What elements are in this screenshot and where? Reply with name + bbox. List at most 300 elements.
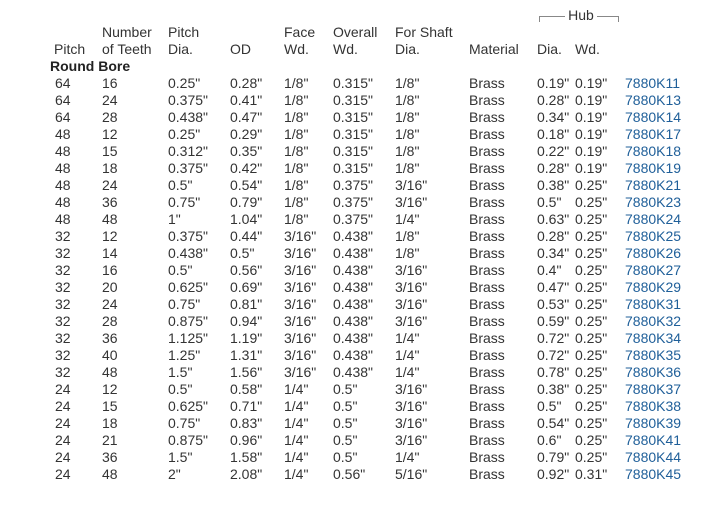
od-cell: 0.81" (230, 296, 263, 312)
overall-width-cell: 0.315" (333, 126, 374, 142)
od-cell: 0.58" (230, 381, 263, 397)
teeth-cell: 28 (102, 313, 118, 329)
header-face-line1: Face (284, 24, 316, 40)
hub-dia-cell: 0.22" (537, 143, 570, 159)
teeth-cell: 48 (102, 466, 118, 482)
part-number-link[interactable]: 7880K32 (625, 313, 682, 329)
hub-wd-cell: 0.19" (575, 126, 608, 142)
part-number-link[interactable]: 7880K45 (625, 466, 682, 482)
teeth-cell: 12 (102, 228, 118, 244)
shaft-dia-cell: 3/16" (395, 177, 428, 193)
shaft-dia-cell: 3/16" (395, 415, 428, 431)
teeth-cell: 16 (102, 75, 118, 91)
part-number-link[interactable]: 7880K34 (625, 330, 682, 346)
hub-wd-cell: 0.19" (575, 109, 608, 125)
hub-dia-cell: 0.18" (537, 126, 570, 142)
teeth-cell: 28 (102, 109, 118, 125)
overall-width-cell: 0.5" (333, 381, 358, 397)
face-width-cell: 1/4" (284, 432, 309, 448)
shaft-dia-cell: 1/8" (395, 92, 420, 108)
od-cell: 1.04" (230, 211, 263, 227)
pitch-dia-cell: 0.312" (168, 143, 209, 159)
material-cell: Brass (469, 330, 505, 346)
teeth-cell: 14 (102, 245, 118, 261)
od-cell: 0.47" (230, 109, 263, 125)
od-cell: 0.35" (230, 143, 263, 159)
part-number-link[interactable]: 7880K38 (625, 398, 682, 414)
shaft-dia-cell: 3/16" (395, 398, 428, 414)
od-cell: 0.69" (230, 279, 263, 295)
shaft-dia-cell: 3/16" (395, 313, 428, 329)
part-number-link[interactable]: 7880K24 (625, 211, 682, 227)
face-width-cell: 1/8" (284, 194, 309, 210)
pitch-dia-cell: 0.75" (168, 415, 201, 431)
material-cell: Brass (469, 194, 505, 210)
pitch-cell: 48 (55, 160, 71, 176)
hub-dia-cell: 0.28" (537, 228, 570, 244)
face-width-cell: 3/16" (284, 228, 317, 244)
shaft-dia-cell: 3/16" (395, 296, 428, 312)
hub-wd-cell: 0.19" (575, 92, 608, 108)
pitch-dia-cell: 0.375" (168, 92, 209, 108)
table-row (50, 160, 716, 177)
face-width-cell: 1/4" (284, 415, 309, 431)
od-cell: 0.96" (230, 432, 263, 448)
od-cell: 2.08" (230, 466, 263, 482)
hub-wd-cell: 0.19" (575, 160, 608, 176)
face-width-cell: 3/16" (284, 262, 317, 278)
part-number-link[interactable]: 7880K29 (625, 279, 682, 295)
hub-wd-cell: 0.25" (575, 381, 608, 397)
part-number-link[interactable]: 7880K26 (625, 245, 682, 261)
pitch-cell: 32 (55, 279, 71, 295)
pitch-dia-cell: 0.625" (168, 398, 209, 414)
hub-dia-cell: 0.79" (537, 449, 570, 465)
part-number-link[interactable]: 7880K18 (625, 143, 682, 159)
od-cell: 0.54" (230, 177, 263, 193)
pitch-dia-cell: 0.375" (168, 160, 209, 176)
table-row (50, 279, 716, 296)
table-row (50, 398, 716, 415)
overall-width-cell: 0.375" (333, 177, 374, 193)
table-body (50, 58, 716, 483)
pitch-cell: 24 (55, 432, 71, 448)
material-cell: Brass (469, 177, 505, 193)
teeth-cell: 18 (102, 415, 118, 431)
hub-wd-cell: 0.25" (575, 364, 608, 380)
header-teeth-line1: Number (102, 24, 152, 40)
header-material: Material (469, 41, 519, 57)
table-row (50, 245, 716, 262)
pitch-dia-cell: 0.25" (168, 75, 201, 91)
pitch-dia-cell: 1.125" (168, 330, 209, 346)
pitch-dia-cell: 0.875" (168, 313, 209, 329)
hub-wd-cell: 0.25" (575, 211, 608, 227)
hub-dia-cell: 0.72" (537, 347, 570, 363)
header-overall-line1: Overall (333, 24, 378, 40)
part-number-link[interactable]: 7880K41 (625, 432, 682, 448)
hub-dia-cell: 0.4" (537, 262, 562, 278)
material-cell: Brass (469, 381, 505, 397)
part-number-link[interactable]: 7880K21 (625, 177, 682, 193)
shaft-dia-cell: 3/16" (395, 262, 428, 278)
table-row (50, 347, 716, 364)
table-row (50, 126, 716, 143)
hub-dia-cell: 0.19" (537, 75, 570, 91)
pitch-dia-cell: 1.5" (168, 449, 193, 465)
od-cell: 1.58" (230, 449, 263, 465)
hub-dia-cell: 0.5" (537, 194, 562, 210)
header-shaft-line1: For Shaft (395, 24, 453, 40)
face-width-cell: 1/4" (284, 466, 309, 482)
face-width-cell: 3/16" (284, 330, 317, 346)
hub-wd-cell: 0.25" (575, 262, 608, 278)
header-teeth-line2: of Teeth (102, 41, 152, 57)
pitch-cell: 24 (55, 398, 71, 414)
teeth-cell: 40 (102, 347, 118, 363)
hub-dia-cell: 0.78" (537, 364, 570, 380)
table-header (50, 4, 716, 58)
hub-dia-cell: 0.6" (537, 432, 562, 448)
pitch-cell: 24 (55, 466, 71, 482)
header-face-line2: Wd. (284, 41, 309, 57)
od-cell: 1.56" (230, 364, 263, 380)
hub-dia-cell: 0.28" (537, 92, 570, 108)
hub-dia-cell: 0.5" (537, 398, 562, 414)
hub-wd-cell: 0.19" (575, 143, 608, 159)
teeth-cell: 16 (102, 262, 118, 278)
table-row (50, 75, 716, 92)
od-cell: 0.94" (230, 313, 263, 329)
material-cell: Brass (469, 126, 505, 142)
header-hub-dia: Dia. (537, 41, 562, 57)
section-heading: Round Bore (50, 58, 131, 74)
hub-dia-cell: 0.38" (537, 381, 570, 397)
part-number-link[interactable]: 7880K25 (625, 228, 682, 244)
overall-width-cell: 0.315" (333, 109, 374, 125)
part-number-link[interactable]: 7880K23 (625, 194, 682, 210)
shaft-dia-cell: 3/16" (395, 194, 428, 210)
face-width-cell: 1/4" (284, 398, 309, 414)
face-width-cell: 1/8" (284, 211, 309, 227)
overall-width-cell: 0.5" (333, 449, 358, 465)
od-cell: 0.83" (230, 415, 263, 431)
part-number-link[interactable]: 7880K14 (625, 109, 682, 125)
hub-dia-cell: 0.92" (537, 466, 570, 482)
teeth-cell: 20 (102, 279, 118, 295)
overall-width-cell: 0.438" (333, 245, 374, 261)
face-width-cell: 1/8" (284, 143, 309, 159)
hub-dia-cell: 0.38" (537, 177, 570, 193)
table-row (50, 92, 716, 109)
teeth-cell: 12 (102, 381, 118, 397)
material-cell: Brass (469, 245, 505, 261)
table-row (50, 211, 716, 228)
hub-dia-cell: 0.63" (537, 211, 570, 227)
part-number-link[interactable]: 7880K13 (625, 92, 682, 108)
hub-wd-cell: 0.25" (575, 296, 608, 312)
shaft-dia-cell: 1/8" (395, 126, 420, 142)
hub-dia-cell: 0.72" (537, 330, 570, 346)
overall-width-cell: 0.438" (333, 279, 374, 295)
hub-wd-cell: 0.25" (575, 313, 608, 329)
hub-wd-cell: 0.25" (575, 398, 608, 414)
gear-spec-table-container (50, 4, 716, 483)
od-cell: 0.71" (230, 398, 263, 414)
pitch-cell: 48 (55, 126, 71, 142)
material-cell: Brass (469, 364, 505, 380)
overall-width-cell: 0.438" (333, 330, 374, 346)
pitch-dia-cell: 0.5" (168, 262, 193, 278)
teeth-cell: 24 (102, 296, 118, 312)
hub-wd-cell: 0.25" (575, 279, 608, 295)
material-cell: Brass (469, 449, 505, 465)
face-width-cell: 3/16" (284, 313, 317, 329)
teeth-cell: 36 (102, 449, 118, 465)
teeth-cell: 15 (102, 143, 118, 159)
shaft-dia-cell: 1/8" (395, 228, 420, 244)
table-row (50, 466, 716, 483)
shaft-dia-cell: 1/8" (395, 245, 420, 261)
teeth-cell: 12 (102, 126, 118, 142)
hub-wd-cell: 0.19" (575, 75, 608, 91)
material-cell: Brass (469, 143, 505, 159)
overall-width-cell: 0.315" (333, 160, 374, 176)
material-cell: Brass (469, 75, 505, 91)
od-cell: 0.29" (230, 126, 263, 142)
hub-wd-cell: 0.25" (575, 347, 608, 363)
hub-wd-cell: 0.25" (575, 330, 608, 346)
pitch-cell: 24 (55, 415, 71, 431)
hub-dia-cell: 0.34" (537, 245, 570, 261)
part-number-link[interactable]: 7880K19 (625, 160, 682, 176)
pitch-dia-cell: 0.75" (168, 296, 201, 312)
face-width-cell: 1/8" (284, 109, 309, 125)
pitch-cell: 32 (55, 245, 71, 261)
face-width-cell: 3/16" (284, 347, 317, 363)
hub-wd-cell: 0.25" (575, 449, 608, 465)
hub-wd-cell: 0.25" (575, 194, 608, 210)
material-cell: Brass (469, 415, 505, 431)
table-row (50, 415, 716, 432)
overall-width-cell: 0.438" (333, 296, 374, 312)
pitch-cell: 64 (55, 92, 71, 108)
pitch-cell: 32 (55, 364, 71, 380)
teeth-cell: 36 (102, 194, 118, 210)
pitch-dia-cell: 0.25" (168, 126, 201, 142)
hub-wd-cell: 0.25" (575, 245, 608, 261)
table-row (50, 432, 716, 449)
teeth-cell: 15 (102, 398, 118, 414)
hub-wd-cell: 0.31" (575, 466, 608, 482)
pitch-dia-cell: 0.5" (168, 177, 193, 193)
face-width-cell: 1/8" (284, 92, 309, 108)
header-overall-line2: Wd. (333, 41, 358, 57)
overall-width-cell: 0.438" (333, 313, 374, 329)
shaft-dia-cell: 1/8" (395, 160, 420, 176)
header-pitch-dia-line2: Dia. (168, 41, 193, 57)
pitch-dia-cell: 0.375" (168, 228, 209, 244)
table-row (50, 194, 716, 211)
hub-wd-cell: 0.25" (575, 415, 608, 431)
face-width-cell: 3/16" (284, 364, 317, 380)
shaft-dia-cell: 3/16" (395, 381, 428, 397)
teeth-cell: 48 (102, 211, 118, 227)
pitch-dia-cell: 0.438" (168, 109, 209, 125)
pitch-cell: 64 (55, 75, 71, 91)
material-cell: Brass (469, 211, 505, 227)
overall-width-cell: 0.315" (333, 143, 374, 159)
table-row (50, 296, 716, 313)
table-row (50, 143, 716, 160)
pitch-dia-cell: 0.438" (168, 245, 209, 261)
hub-wd-cell: 0.25" (575, 228, 608, 244)
od-cell: 1.19" (230, 330, 263, 346)
pitch-dia-cell: 0.5" (168, 381, 193, 397)
overall-width-cell: 0.5" (333, 415, 358, 431)
face-width-cell: 1/8" (284, 177, 309, 193)
overall-width-cell: 0.315" (333, 75, 374, 91)
hub-dia-cell: 0.47" (537, 279, 570, 295)
overall-width-cell: 0.438" (333, 262, 374, 278)
hub-wd-cell: 0.25" (575, 177, 608, 193)
hub-dia-cell: 0.34" (537, 109, 570, 125)
overall-width-cell: 0.5" (333, 432, 358, 448)
shaft-dia-cell: 1/4" (395, 347, 420, 363)
table-row (50, 313, 716, 330)
part-number-link[interactable]: 7880K31 (625, 296, 682, 312)
teeth-cell: 18 (102, 160, 118, 176)
table-row (50, 228, 716, 245)
pitch-cell: 48 (55, 143, 71, 159)
overall-width-cell: 0.438" (333, 364, 374, 380)
face-width-cell: 1/4" (284, 381, 309, 397)
od-cell: 0.41" (230, 92, 263, 108)
gear-spec-table (50, 4, 716, 483)
shaft-dia-cell: 1/8" (395, 75, 420, 91)
hub-wd-cell: 0.25" (575, 432, 608, 448)
material-cell: Brass (469, 279, 505, 295)
table-row (50, 109, 716, 126)
hub-dia-cell: 0.59" (537, 313, 570, 329)
od-cell: 1.31" (230, 347, 263, 363)
pitch-dia-cell: 1" (168, 211, 181, 227)
part-number-link[interactable]: 7880K36 (625, 364, 682, 380)
material-cell: Brass (469, 398, 505, 414)
pitch-cell: 32 (55, 296, 71, 312)
teeth-cell: 24 (102, 177, 118, 193)
table-row (50, 449, 716, 466)
pitch-dia-cell: 0.875" (168, 432, 209, 448)
teeth-cell: 36 (102, 330, 118, 346)
shaft-dia-cell: 5/16" (395, 466, 428, 482)
table-row (50, 177, 716, 194)
hub-dia-cell: 0.28" (537, 160, 570, 176)
overall-width-cell: 0.315" (333, 92, 374, 108)
face-width-cell: 1/4" (284, 449, 309, 465)
pitch-cell: 48 (55, 194, 71, 210)
table-row (50, 330, 716, 347)
face-width-cell: 3/16" (284, 279, 317, 295)
face-width-cell: 3/16" (284, 296, 317, 312)
material-cell: Brass (469, 296, 505, 312)
material-cell: Brass (469, 432, 505, 448)
teeth-cell: 48 (102, 364, 118, 380)
part-number-link[interactable]: 7880K35 (625, 347, 682, 363)
od-cell: 0.79" (230, 194, 263, 210)
od-cell: 0.5" (230, 245, 255, 261)
part-number-link[interactable]: 7880K11 (625, 75, 681, 91)
header-shaft-line2: Dia. (395, 41, 420, 57)
shaft-dia-cell: 3/16" (395, 279, 428, 295)
od-cell: 0.28" (230, 75, 263, 91)
overall-width-cell: 0.438" (333, 228, 374, 244)
shaft-dia-cell: 1/4" (395, 364, 420, 380)
pitch-cell: 32 (55, 262, 71, 278)
hub-group-label: Hub (565, 7, 597, 23)
material-cell: Brass (469, 313, 505, 329)
part-number-link[interactable]: 7880K44 (625, 449, 682, 465)
shaft-dia-cell: 1/8" (395, 109, 420, 125)
pitch-cell: 32 (55, 330, 71, 346)
material-cell: Brass (469, 347, 505, 363)
face-width-cell: 3/16" (284, 245, 317, 261)
hub-dia-cell: 0.54" (537, 415, 570, 431)
pitch-cell: 24 (55, 449, 71, 465)
part-number-link[interactable]: 7880K39 (625, 415, 682, 431)
pitch-cell: 48 (55, 211, 71, 227)
material-cell: Brass (469, 92, 505, 108)
pitch-dia-cell: 1.25" (168, 347, 201, 363)
face-width-cell: 1/8" (284, 126, 309, 142)
material-cell: Brass (469, 160, 505, 176)
shaft-dia-cell: 1/4" (395, 449, 420, 465)
header-pitch: Pitch (54, 41, 86, 57)
shaft-dia-cell: 1/4" (395, 330, 420, 346)
material-cell: Brass (469, 466, 505, 482)
overall-width-cell: 0.5" (333, 398, 358, 414)
table-row (50, 262, 716, 279)
part-number-link[interactable]: 7880K37 (625, 381, 682, 397)
part-number-link[interactable]: 7880K17 (625, 126, 682, 142)
header-od: OD (230, 41, 251, 57)
od-cell: 0.44" (230, 228, 263, 244)
part-number-link[interactable]: 7880K27 (625, 262, 682, 278)
overall-width-cell: 0.375" (333, 211, 374, 227)
od-cell: 0.56" (230, 262, 263, 278)
pitch-dia-cell: 0.625" (168, 279, 209, 295)
hub-dia-cell: 0.53" (537, 296, 570, 312)
overall-width-cell: 0.56" (333, 466, 366, 482)
teeth-cell: 21 (102, 432, 118, 448)
material-cell: Brass (469, 262, 505, 278)
header-pitch-dia-line1: Pitch (168, 24, 200, 40)
hub-group-header (537, 4, 625, 24)
pitch-cell: 48 (55, 177, 71, 193)
material-cell: Brass (469, 228, 505, 244)
od-cell: 0.42" (230, 160, 263, 176)
pitch-dia-cell: 1.5" (168, 364, 193, 380)
face-width-cell: 1/8" (284, 160, 309, 176)
overall-width-cell: 0.375" (333, 194, 374, 210)
overall-width-cell: 0.438" (333, 347, 374, 363)
face-width-cell: 1/8" (284, 75, 309, 91)
table-row (50, 364, 716, 381)
pitch-cell: 32 (55, 347, 71, 363)
material-cell: Brass (469, 109, 505, 125)
teeth-cell: 24 (102, 92, 118, 108)
pitch-cell: 64 (55, 109, 71, 125)
